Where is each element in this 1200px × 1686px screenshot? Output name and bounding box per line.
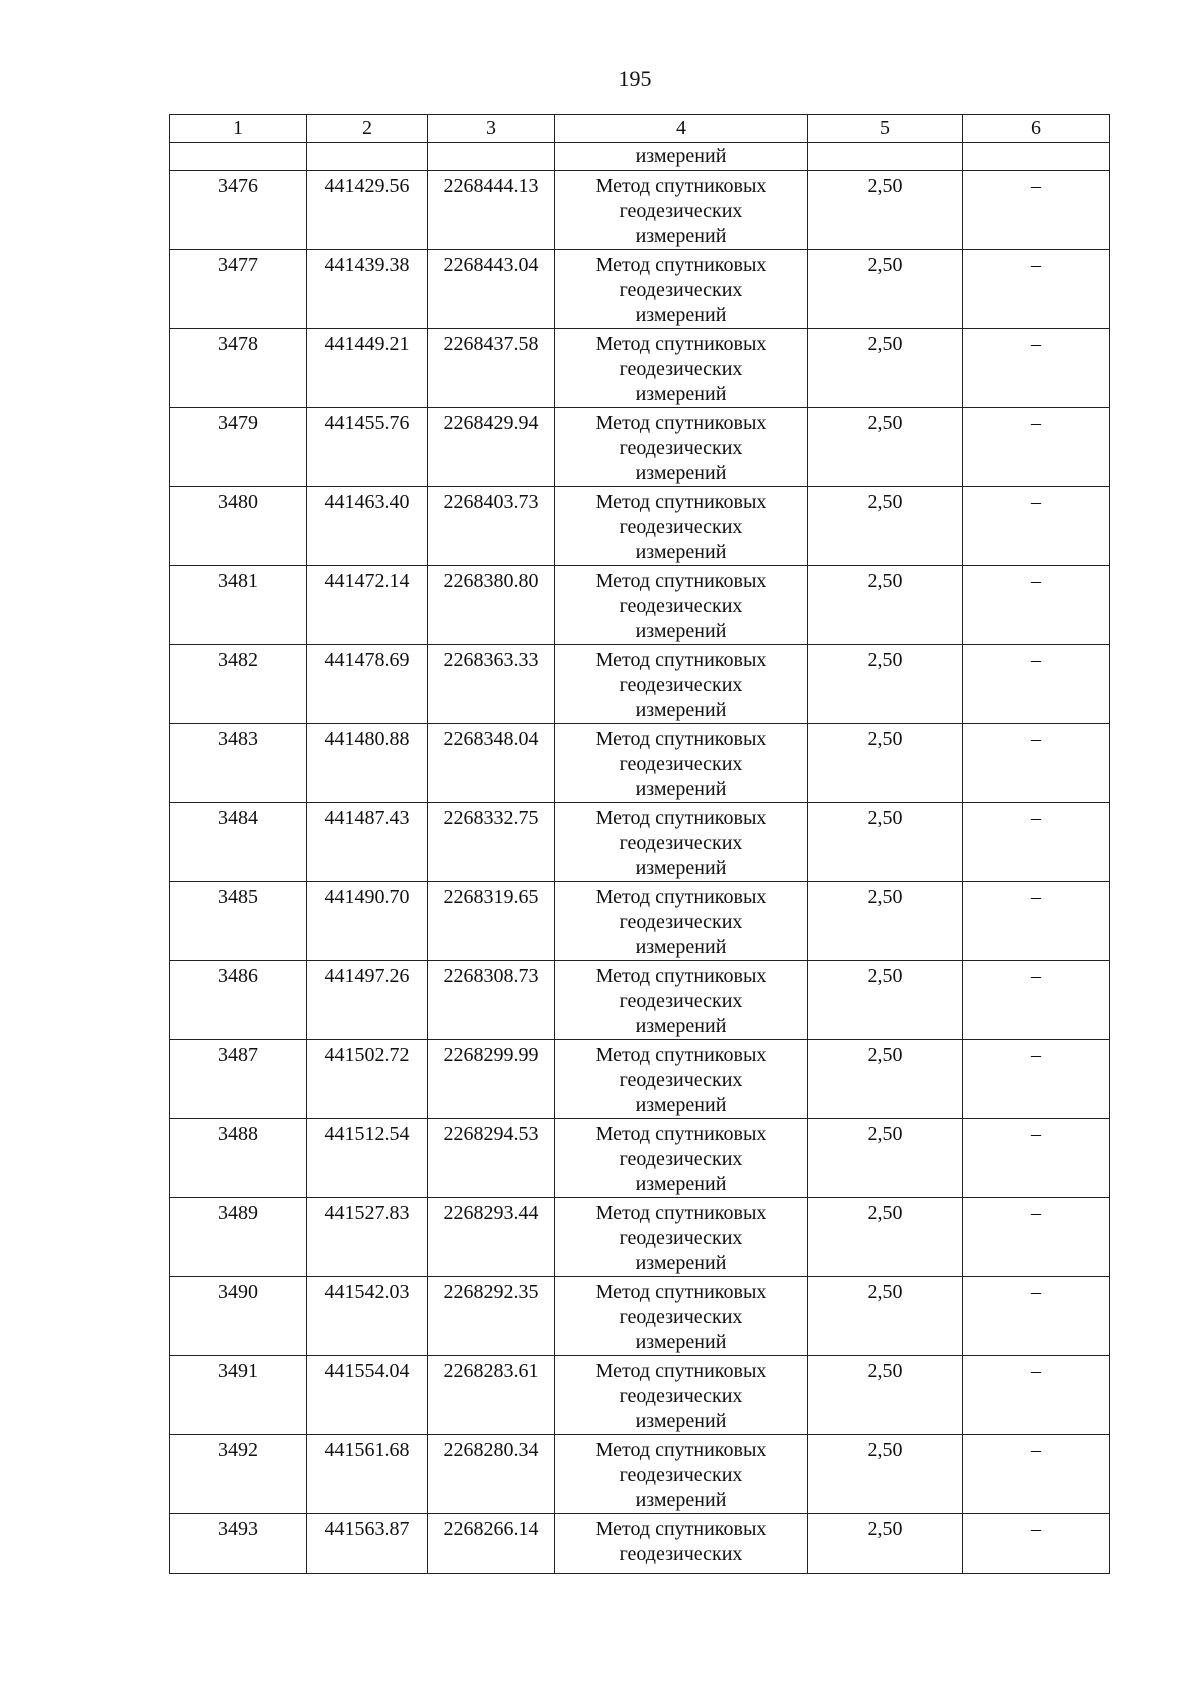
accuracy: 2,50 — [808, 1514, 963, 1574]
method-cell: измерений — [555, 143, 808, 171]
note: – — [963, 1277, 1110, 1356]
method-cell — [555, 1435, 808, 1514]
point-number: 3481 — [170, 566, 307, 645]
method-cell — [555, 250, 808, 329]
method-line: измерений — [635, 1410, 727, 1432]
method-cell — [555, 1198, 808, 1277]
coord-x: 441527.83 — [307, 1198, 428, 1277]
coord-x: 441429.56 — [307, 171, 428, 250]
table-row — [170, 1198, 1110, 1277]
note: – — [963, 250, 1110, 329]
method-line: измерений — [635, 383, 727, 405]
coord-y: 2268293.44 — [428, 1198, 555, 1277]
accuracy: 2,50 — [808, 171, 963, 250]
accuracy: 2,50 — [808, 724, 963, 803]
method-line: геодезических — [619, 595, 743, 617]
method-line: геодезических — [619, 674, 743, 696]
method-line: измерений — [635, 778, 727, 800]
coord-y: 2268380.80 — [428, 566, 555, 645]
accuracy: 2,50 — [808, 1277, 963, 1356]
accuracy: 2,50 — [808, 566, 963, 645]
method-line: измерений — [635, 936, 727, 958]
accuracy: 2,50 — [808, 882, 963, 961]
method-line: Метод спутниковых — [595, 807, 767, 829]
note: – — [963, 1435, 1110, 1514]
method-line: геодезических — [619, 1069, 743, 1091]
method-line: геодезических — [619, 1385, 743, 1407]
header-row — [170, 115, 1110, 143]
note: – — [963, 961, 1110, 1040]
method-line: геодезических — [619, 516, 743, 538]
point-number: 3488 — [170, 1119, 307, 1198]
accuracy: 2,50 — [808, 408, 963, 487]
cell — [963, 143, 1110, 171]
accuracy: 2,50 — [808, 250, 963, 329]
method-line: измерений — [635, 1173, 727, 1195]
method-line: измерений — [635, 462, 727, 484]
method-cell — [555, 1514, 808, 1574]
point-number: 3482 — [170, 645, 307, 724]
method-line: измерений — [635, 541, 727, 563]
method-cell — [555, 961, 808, 1040]
point-number: 3490 — [170, 1277, 307, 1356]
method-cell — [555, 171, 808, 250]
accuracy: 2,50 — [808, 487, 963, 566]
method-line: Метод спутниковых — [595, 1518, 767, 1540]
method-line: геодезических — [619, 1543, 743, 1565]
note: – — [963, 1040, 1110, 1119]
table-row — [170, 1435, 1110, 1514]
column-header: 5 — [808, 115, 963, 143]
coord-y: 2268292.35 — [428, 1277, 555, 1356]
method-line: измерений — [635, 1094, 727, 1116]
table-row — [170, 1277, 1110, 1356]
table-row — [170, 250, 1110, 329]
table-row — [170, 487, 1110, 566]
accuracy: 2,50 — [808, 1198, 963, 1277]
method-cell — [555, 1040, 808, 1119]
method-line: геодезических — [619, 753, 743, 775]
table-row — [170, 961, 1110, 1040]
coord-y: 2268266.14 — [428, 1514, 555, 1574]
point-number: 3484 — [170, 803, 307, 882]
point-number: 3480 — [170, 487, 307, 566]
table-row — [170, 803, 1110, 882]
method-line: Метод спутниковых — [595, 886, 767, 908]
coord-x: 441563.87 — [307, 1514, 428, 1574]
method-line: геодезических — [619, 1227, 743, 1249]
coord-x: 441561.68 — [307, 1435, 428, 1514]
note: – — [963, 645, 1110, 724]
point-number: 3489 — [170, 1198, 307, 1277]
accuracy: 2,50 — [808, 645, 963, 724]
cell — [808, 143, 963, 171]
method-line: геодезических — [619, 1148, 743, 1170]
method-cell — [555, 882, 808, 961]
coord-y: 2268443.04 — [428, 250, 555, 329]
table-row — [170, 329, 1110, 408]
note: – — [963, 1119, 1110, 1198]
method-line: измерений — [635, 1252, 727, 1274]
accuracy: 2,50 — [808, 1119, 963, 1198]
note: – — [963, 487, 1110, 566]
point-number: 3491 — [170, 1356, 307, 1435]
note: – — [963, 803, 1110, 882]
method-line: Метод спутниковых — [595, 965, 767, 987]
method-line: геодезических — [619, 832, 743, 854]
accuracy: 2,50 — [808, 1040, 963, 1119]
coord-x: 441439.38 — [307, 250, 428, 329]
accuracy: 2,50 — [808, 803, 963, 882]
table-row — [170, 1514, 1110, 1574]
continuation-row — [170, 143, 1110, 171]
accuracy: 2,50 — [808, 1356, 963, 1435]
method-line: Метод спутниковых — [595, 254, 767, 276]
method-line: Метод спутниковых — [595, 1439, 767, 1461]
note: – — [963, 408, 1110, 487]
coord-y: 2268429.94 — [428, 408, 555, 487]
coord-x: 441449.21 — [307, 329, 428, 408]
method-line: геодезических — [619, 437, 743, 459]
method-cell — [555, 724, 808, 803]
method-cell — [555, 645, 808, 724]
table-row — [170, 724, 1110, 803]
method-line: измерений — [635, 1331, 727, 1353]
method-line: геодезических — [619, 200, 743, 222]
method-line: Метод спутниковых — [595, 491, 767, 513]
method-cell — [555, 408, 808, 487]
coord-y: 2268444.13 — [428, 171, 555, 250]
method-line: Метод спутниковых — [595, 1202, 767, 1224]
method-line: Метод спутниковых — [595, 412, 767, 434]
table-row — [170, 408, 1110, 487]
method-line: измерений — [635, 1015, 727, 1037]
column-header: 4 — [555, 115, 808, 143]
coord-x: 441463.40 — [307, 487, 428, 566]
point-number: 3483 — [170, 724, 307, 803]
accuracy: 2,50 — [808, 1435, 963, 1514]
note: – — [963, 566, 1110, 645]
cell — [428, 143, 555, 171]
coord-x: 441554.04 — [307, 1356, 428, 1435]
method-line: геодезических — [619, 1306, 743, 1328]
coord-x: 441490.70 — [307, 882, 428, 961]
point-number: 3493 — [170, 1514, 307, 1574]
column-header: 3 — [428, 115, 555, 143]
coord-x: 441480.88 — [307, 724, 428, 803]
method-line: геодезических — [619, 911, 743, 933]
method-line: Метод спутниковых — [595, 333, 767, 355]
coord-y: 2268294.53 — [428, 1119, 555, 1198]
coord-y: 2268319.65 — [428, 882, 555, 961]
coord-x: 441497.26 — [307, 961, 428, 1040]
coord-x: 441455.76 — [307, 408, 428, 487]
method-line: измерений — [635, 857, 727, 879]
point-number: 3485 — [170, 882, 307, 961]
method-cell — [555, 1277, 808, 1356]
point-number: 3477 — [170, 250, 307, 329]
coordinates-table — [169, 114, 1110, 1574]
method-line: Метод спутниковых — [595, 1123, 767, 1145]
table-row — [170, 566, 1110, 645]
method-line: измерений — [635, 699, 727, 721]
point-number: 3478 — [170, 329, 307, 408]
cell — [307, 143, 428, 171]
method-cell — [555, 487, 808, 566]
cell — [170, 143, 307, 171]
note: – — [963, 1514, 1110, 1574]
method-line: Метод спутниковых — [595, 1044, 767, 1066]
note: – — [963, 1356, 1110, 1435]
point-number: 3487 — [170, 1040, 307, 1119]
coord-x: 441502.72 — [307, 1040, 428, 1119]
page-number: 195 — [618, 66, 652, 91]
coord-y: 2268437.58 — [428, 329, 555, 408]
method-cell — [555, 1356, 808, 1435]
coord-y: 2268363.33 — [428, 645, 555, 724]
table-row — [170, 1040, 1110, 1119]
method-cell — [555, 329, 808, 408]
method-line: Метод спутниковых — [595, 728, 767, 750]
point-number: 3479 — [170, 408, 307, 487]
coord-x: 441542.03 — [307, 1277, 428, 1356]
point-number: 3486 — [170, 961, 307, 1040]
column-header: 2 — [307, 115, 428, 143]
method-line: геодезических — [619, 990, 743, 1012]
accuracy: 2,50 — [808, 329, 963, 408]
table-row — [170, 882, 1110, 961]
point-number: 3476 — [170, 171, 307, 250]
table-row — [170, 645, 1110, 724]
note: – — [963, 171, 1110, 250]
column-header: 1 — [170, 115, 307, 143]
method-line: Метод спутниковых — [595, 175, 767, 197]
coord-y: 2268308.73 — [428, 961, 555, 1040]
method-line: геодезических — [619, 279, 743, 301]
table-row — [170, 1119, 1110, 1198]
note: – — [963, 724, 1110, 803]
accuracy: 2,50 — [808, 961, 963, 1040]
method-line: геодезических — [619, 1464, 743, 1486]
method-line: Метод спутниковых — [595, 570, 767, 592]
method-line: измерений — [635, 225, 727, 247]
method-cell — [555, 803, 808, 882]
method-line: измерений — [635, 1489, 727, 1511]
coord-y: 2268299.99 — [428, 1040, 555, 1119]
coord-y: 2268332.75 — [428, 803, 555, 882]
coord-y: 2268403.73 — [428, 487, 555, 566]
note: – — [963, 1198, 1110, 1277]
column-header: 6 — [963, 115, 1110, 143]
method-cell — [555, 1119, 808, 1198]
table-row — [170, 1356, 1110, 1435]
method-line: Метод спутниковых — [595, 1281, 767, 1303]
method-line: Метод спутниковых — [595, 1360, 767, 1382]
coord-x: 441472.14 — [307, 566, 428, 645]
coord-y: 2268280.34 — [428, 1435, 555, 1514]
method-line: геодезических — [619, 358, 743, 380]
coord-y: 2268283.61 — [428, 1356, 555, 1435]
table-row — [170, 171, 1110, 250]
method-line: измерений — [635, 304, 727, 326]
note: – — [963, 882, 1110, 961]
note: – — [963, 329, 1110, 408]
method-line: Метод спутниковых — [595, 649, 767, 671]
point-number: 3492 — [170, 1435, 307, 1514]
coord-x: 441487.43 — [307, 803, 428, 882]
coord-y: 2268348.04 — [428, 724, 555, 803]
method-cell — [555, 566, 808, 645]
coord-x: 441478.69 — [307, 645, 428, 724]
coord-x: 441512.54 — [307, 1119, 428, 1198]
method-line: измерений — [635, 620, 727, 642]
